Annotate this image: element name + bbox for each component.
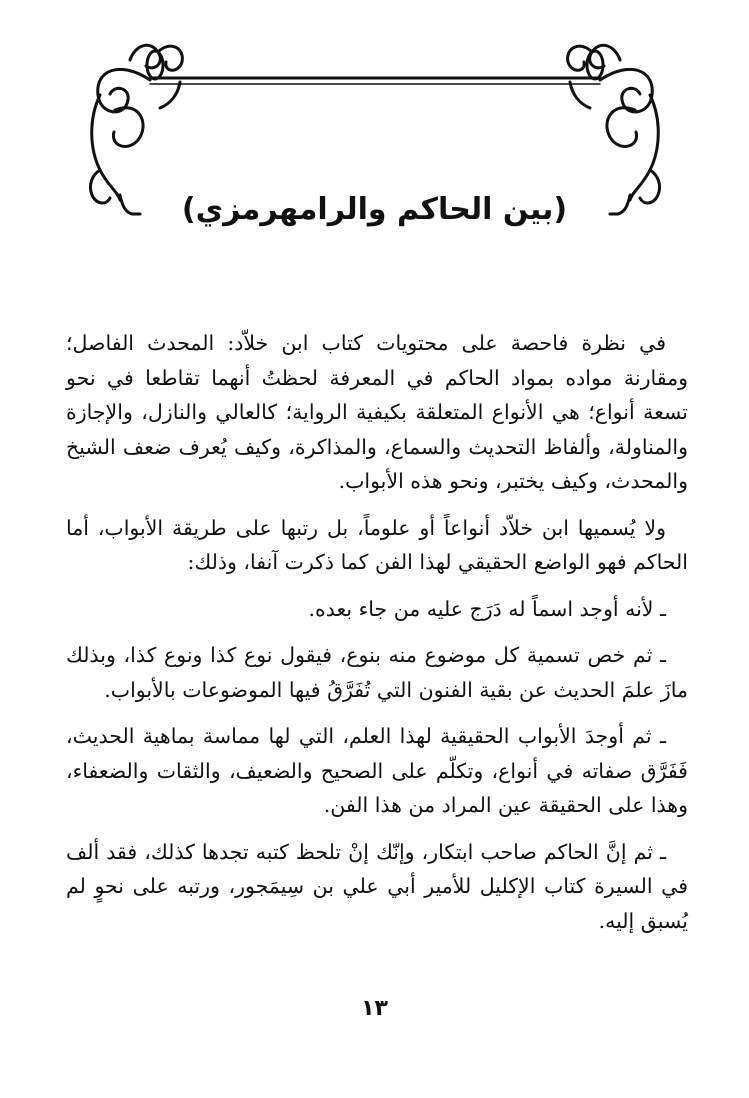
paragraph: ـ ثم إنَّ الحاكم صاحب ابتكار، وإنّك إنْ تلحظ كتبه تجدها كذلك، فقد ألف في السيرة كتاب الإكليل للأمير أبي علي بن سِيمَجور، ورتبه على نحوٍ لم يُسبق إليه.	[66, 839, 688, 933]
paragraph: ـ لأنه أوجد اسماً له دَرَج عليه من جاء بعده.	[308, 596, 666, 621]
paragraph: ـ ثم أوجدَ الأبواب الحقيقية لهذا العلم، التي لها مماسة بماهية الحديث، فَفَرَّق صفاته في أنواع، وتكلّم على الصحيح والضعيف، والثقات والضعفاء، وهذا على الحقيقة عين المراد من هذا الفن.	[66, 724, 688, 817]
page-title: (بين الحاكم والرامهرمزي)	[181, 192, 568, 227]
page-number: ١٣	[361, 996, 388, 1021]
paragraph: في نظرة فاحصة على محتويات كتاب ابن خلاّد: المحدث الفاصل؛ ومقارنة مواده بمواد الحاكم في المعرفة لحظتُ أنهما تقاطعا في نحو تسعة أنواع؛ هي الأنواع المتعلقة بكيفية الرواية؛ كالعالي والنازل، والإجازة والمناولة، وألفاظ التحديث والسماع، والمذاكرة، وكيف يُعرف ضعف الشيخ والمحدث، وكيف يختبر، ونحو هذه الأبواب.	[66, 331, 688, 493]
paragraph: ولا يُسميها ابن خلاّد أنواعاً أو علوماً، بل رتبها على طريقة الأبواب، أما الحاكم فهو الواضع الحقيقي لهذا الفن كما ذكرت آنفا، وذلك:	[66, 515, 688, 574]
paragraph: ـ ثم خص تسمية كل موضوع منه بنوع، فيقول نوع كذا ونوع كذا، وبذلك مازَ علمَ الحديث عن بقية الفنون التي تُفَرَّقُ فيها الموضوعات بالأبواب.	[66, 643, 688, 702]
body-text	[66, 326, 688, 950]
